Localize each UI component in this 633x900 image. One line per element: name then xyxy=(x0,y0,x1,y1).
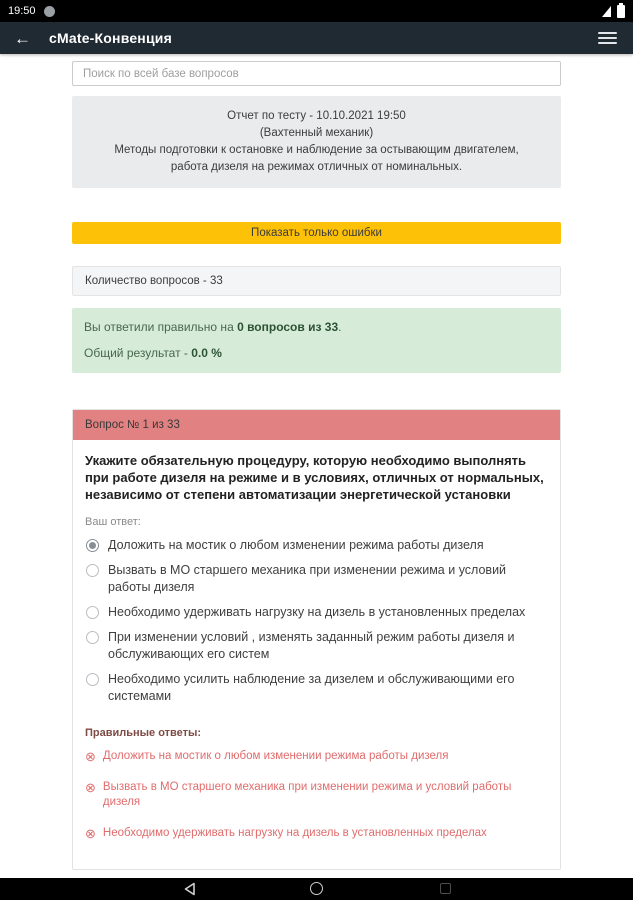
radio-selected-icon[interactable] xyxy=(86,539,99,552)
nav-recents-icon[interactable] xyxy=(440,883,451,894)
app-title: cMate-Конвенция xyxy=(49,30,172,46)
report-box xyxy=(72,96,561,188)
correct-answer-text: Доложить на мостик о любом изменении режима работы дизеля xyxy=(102,750,449,762)
radio-icon[interactable] xyxy=(86,673,99,686)
correct-result-line xyxy=(84,319,549,336)
answer-option[interactable] xyxy=(85,629,548,663)
option-label: При изменении условий , изменять заданный режим работы дизеля и обслуживающих его систем xyxy=(108,630,515,661)
option-label: Необходимо усилить наблюдение за дизелем и обслуживающими его системами xyxy=(108,672,515,703)
correct-answers-list xyxy=(85,749,548,841)
report-title: Отчет по тесту - 10.10.2021 19:50 xyxy=(227,110,406,122)
radio-icon[interactable] xyxy=(86,606,99,619)
signal-icon xyxy=(602,6,611,17)
answer-option[interactable] xyxy=(85,537,548,554)
app-bar xyxy=(0,22,633,54)
cross-circle-icon: ⊗ xyxy=(85,780,96,795)
back-arrow-icon[interactable]: ← xyxy=(14,28,31,48)
menu-icon[interactable] xyxy=(596,28,619,48)
correct-answer-item xyxy=(85,826,548,841)
radio-icon[interactable] xyxy=(86,631,99,644)
correct-answer-text: Вызвать в МО старшего механика при изменении режима и условий работы дизеля xyxy=(102,781,512,808)
notification-icon xyxy=(44,6,55,17)
nav-home-icon[interactable] xyxy=(310,882,323,895)
nav-back-icon[interactable] xyxy=(183,882,196,896)
radio-icon[interactable] xyxy=(86,564,99,577)
question-count: Количество вопросов - 33 xyxy=(72,266,561,296)
text-segment: Вы ответили правильно на xyxy=(84,320,238,334)
question-card xyxy=(72,409,561,870)
total-result-line xyxy=(84,345,549,362)
search-input[interactable] xyxy=(72,61,561,86)
question-text: Укажите обязательную процедуру, которую необходимо выполнять при работе дизеля на режиме и в условиях, отличных от нормальных, независимо от степени автоматизации энергетической установки xyxy=(85,453,544,502)
your-answer-label: Ваш ответ: xyxy=(85,516,141,528)
status-right xyxy=(602,5,625,18)
correct-count: 0 вопросов из 33 xyxy=(237,320,339,334)
option-label: Необходимо удерживать нагрузку на дизель в установленных пределах xyxy=(108,605,526,619)
correct-answer-text: Необходимо удерживать нагрузку на дизель в установленных пределах xyxy=(102,827,487,839)
correct-answers-label: Правильные ответы: xyxy=(85,727,202,739)
result-box xyxy=(72,308,561,373)
option-label: Вызвать в МО старшего механика при изменении режима и условий работы дизеля xyxy=(108,563,507,594)
question-body xyxy=(73,440,560,869)
correct-answer-item xyxy=(85,780,548,810)
option-label: Доложить на мостик о любом изменении режима работы дизеля xyxy=(108,538,484,552)
total-percent: 0.0 % xyxy=(191,346,222,360)
text-segment: Общий результат - xyxy=(84,346,192,360)
answer-option[interactable] xyxy=(85,562,548,596)
answer-option[interactable] xyxy=(85,671,548,705)
status-bar xyxy=(0,0,633,22)
report-description: Методы подготовки к остановке и наблюдение за остывающим двигателем, работа дизеля на режимах отличных от номинальных. xyxy=(114,144,519,173)
content xyxy=(72,54,561,870)
correct-answer-item xyxy=(85,749,548,764)
cross-circle-icon: ⊗ xyxy=(85,826,96,841)
report-subtitle: (Вахтенный механик) xyxy=(259,127,374,139)
question-header: Вопрос № 1 из 33 xyxy=(73,410,560,440)
text-segment: . xyxy=(338,320,342,334)
battery-icon xyxy=(617,5,625,18)
status-time: 19:50 xyxy=(8,5,36,17)
show-errors-button[interactable]: Показать только ошибки xyxy=(72,222,561,244)
bottom-nav xyxy=(0,878,633,900)
cross-circle-icon: ⊗ xyxy=(85,749,96,764)
status-left xyxy=(8,5,602,17)
answer-option[interactable] xyxy=(85,604,548,621)
options-list xyxy=(85,537,548,705)
